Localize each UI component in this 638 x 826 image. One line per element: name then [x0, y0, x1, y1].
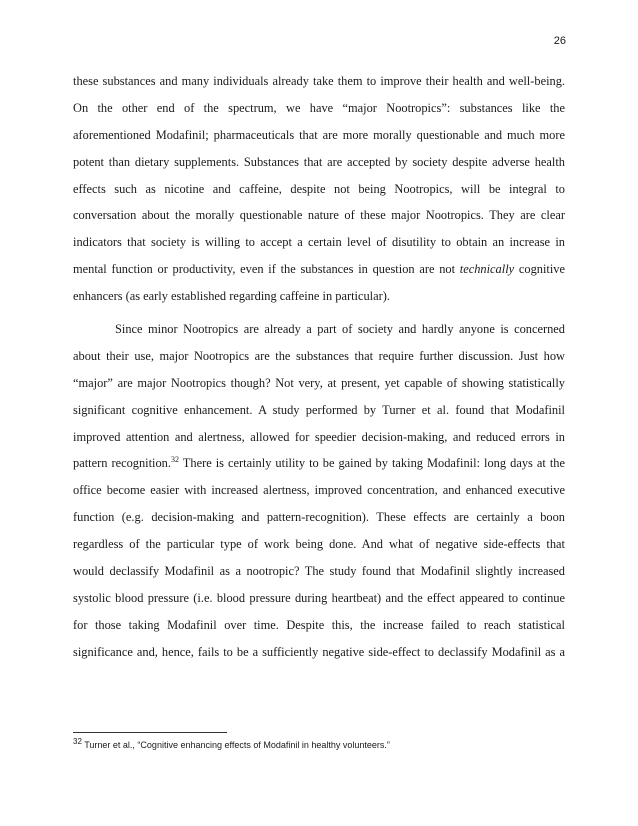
text-line: conversation about the morally questionable nature of these major Nootropics. They are clear — [73, 208, 565, 223]
text-line: enhancers (as early established regarding caffeine in particular). — [73, 289, 390, 304]
footnote-divider — [73, 732, 227, 733]
text-line: aforementioned Modafinil; pharmaceuticals that are more morally questionable and much more — [73, 127, 565, 142]
text-line: “major” are major Nootropics though? Not very, at present, yet capable of showing statistically — [73, 375, 565, 390]
text-line: indicators that society is willing to accept a certain level of disutility to obtain an increase in — [73, 235, 565, 250]
body-text — [73, 68, 565, 666]
text-run: pattern recognition. — [73, 456, 171, 471]
text-line: significance and, hence, fails to be a sufficiently negative side-effect to declassify Modafinil as a — [73, 644, 565, 659]
text-line: improved attention and alertness, allowed for speedier decision-making, and reduced errors in — [73, 429, 565, 444]
text-line: On the other end of the spectrum, we have “major Nootropics”: substances like the — [73, 100, 565, 115]
text-line: would declassify Modafinil as a nootropic? The study found that Modafinil slightly increased — [73, 564, 565, 579]
text-run: There is certainly utility to be gained by taking Modafinil: long days at the — [178, 456, 565, 471]
footnote-reference[interactable]: 32 — [170, 455, 179, 465]
text-run: cognitive — [514, 262, 565, 277]
footnote-number: 32 — [73, 737, 82, 746]
page-number: 26 — [553, 35, 566, 47]
text-line — [73, 450, 565, 477]
text-line: for those taking Modafinil over time. Despite this, the increase failed to reach statistical — [73, 617, 565, 632]
paragraph-first-line: Since minor Nootropics are already a part of society and hardly anyone is concerned — [115, 322, 565, 337]
footnote — [73, 737, 390, 750]
text-line: systolic blood pressure (i.e. blood pressure during heartbeat) and the effect appeared to continue — [73, 590, 565, 605]
text-line: potent than dietary supplements. Substances that are accepted by society despite adverse health — [73, 154, 565, 169]
text-line: regardless of the particular type of work being done. And what of negative side-effects that — [73, 537, 565, 552]
italic-emphasis: technically — [459, 262, 515, 277]
footnote-text: Turner et al., “Cognitive enhancing effects of Modafinil in healthy volunteers.” — [81, 740, 390, 750]
text-line: these substances and many individuals already take them to improve their health and well-being. — [73, 74, 565, 88]
text-line: significant cognitive enhancement. A study performed by Turner et al. found that Modafinil — [73, 402, 565, 417]
text-run: mental function or productivity, even if the substances in question are not — [73, 262, 460, 277]
text-line — [73, 256, 565, 283]
text-line: about their use, major Nootropics are the substances that require further discussion. Just how — [73, 348, 565, 363]
text-line: office become easier with increased alertness, improved concentration, and enhanced executive — [73, 483, 565, 498]
text-line: effects such as nicotine and caffeine, despite not being Nootropics, will be integral to — [73, 181, 565, 196]
text-line: function (e.g. decision-making and pattern-recognition). These effects are certainly a boon — [73, 510, 565, 525]
